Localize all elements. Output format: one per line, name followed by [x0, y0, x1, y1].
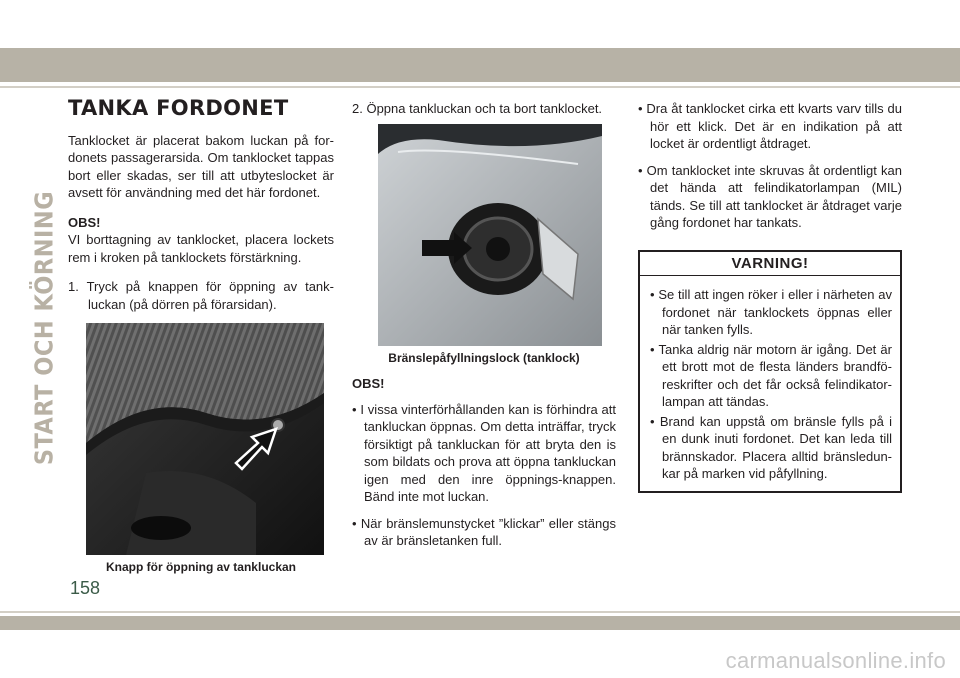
header-rule — [0, 86, 960, 88]
fuel-cap-photo — [378, 124, 602, 346]
intro-paragraph: Tanklocket är placerat bakom luckan på for-donets passagerarsida. Om tanklocket tappas bort eller skadas, ser till att utbyteslocket är avsett för användning med det här fordonet. — [68, 132, 334, 200]
section-heading: TANKA FORDONET — [68, 96, 289, 120]
obs-label: OBS! — [68, 214, 101, 230]
door-panel-image — [86, 323, 324, 555]
header-band — [0, 48, 960, 82]
step-1: 1. Tryck på knappen för öppning av tank-luckan (på dörren på förarsidan). — [68, 279, 334, 312]
cap-bullet-2: • Om tanklocket inte skruvas åt ordentligt kan det hända att felindikatorlampan (MIL) tänds. Se till att tanklocket är åtdraget varje gång fordonet har tankats. — [638, 162, 902, 230]
watermark: carmanualsonline.info — [725, 648, 946, 673]
note-bullet-2: • När bränslemunstycket ”klickar” eller stängs av är bränsletanken full. — [352, 515, 616, 548]
section-side-label: START OCH KÖRNING — [29, 190, 59, 466]
obs-label-middle: OBS! — [352, 376, 385, 391]
photo-caption-middle: Bränslepåfyllningslock (tanklock) — [388, 350, 580, 365]
column-middle — [352, 100, 616, 559]
footer-band — [0, 616, 960, 630]
warning-item-1: • Se till att ingen röker i eller i närheten av fordonet när tanklockets öppnas eller när tanken fylls. — [650, 287, 892, 337]
door-release-button-photo — [86, 323, 324, 555]
warning-title: VARNING! — [640, 252, 900, 277]
warning-box — [638, 250, 902, 493]
footer-rule — [0, 611, 960, 613]
photo-caption-left: Knapp för öppning av tankluckan — [105, 560, 296, 574]
column-right — [638, 100, 902, 493]
step-2: 2. Öppna tankluckan och ta bort tanklocket. — [352, 101, 603, 116]
warning-item-3: • Brand kan uppstå om bränsle fylls på i en dunk inuti fordonet. Det kan leda till brännskador. Placera alltid bränsledun-kar på marken vid påfyllning. — [650, 413, 892, 481]
fuel-door-image — [378, 124, 602, 346]
warning-body — [640, 276, 900, 491]
warning-item-2: • Tanka aldrig när motorn är igång. Det är ett brott mot de flesta länders brandfö-reskrifter och det får också felindikator-lampan att tändas. — [650, 341, 892, 409]
page-number: 158 — [70, 578, 101, 598]
obs-text: VI borttagning av tanklocket, placera lockets rem i kroken på tanklockets förstärkning. — [68, 232, 334, 265]
cap-bullet-1: • Dra åt tanklocket cirka ett kvarts varv tills du hör ett klick. Det är en indikation på att locket är ordentligt åtdraget. — [638, 101, 902, 151]
note-bullet-1: • I vissa vinterförhållanden kan is förhindra att tankluckan öppnas. Om detta inträffar, tryck försiktigt på tankluckan för att bryta den is som bildats och prova att öppna tankluckan igen med den inre öppnings-knappen. Bänd inte mot luckan. — [352, 401, 616, 504]
column-left — [68, 96, 334, 585]
